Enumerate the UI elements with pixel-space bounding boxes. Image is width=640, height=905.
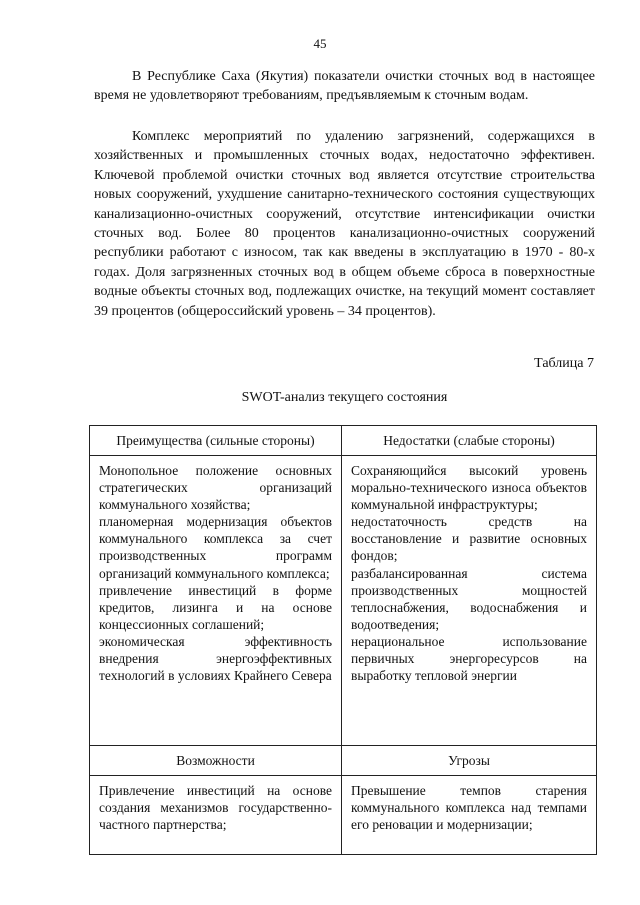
paragraph-text: В Республике Саха (Якутия) показатели очистки сточных вод в настоящее время не удовлетворяют требованиям, предъявляемым к сточным водам. xyxy=(94,69,595,104)
weakness-item: Сохраняющийся высокий уровень морально-технического износа объектов коммунальной инфраструктуры; xyxy=(351,463,587,513)
strengths-cell xyxy=(90,456,342,746)
strength-item: экономическая эффективность внедрения энергоэффективных технологий в условиях Крайнего Севера xyxy=(99,633,332,684)
weaknesses-header: Недостатки (слабые стороны) xyxy=(342,426,597,456)
strength-item: Монопольное положение основных стратегических организаций коммунального хозяйства; xyxy=(99,463,332,513)
weaknesses-cell xyxy=(342,456,597,746)
threats-header: Угрозы xyxy=(342,746,597,776)
weakness-item: недостаточность средств на восстановление и развитие основных фондов; xyxy=(351,514,587,564)
strengths-header: Преимущества (сильные стороны) xyxy=(90,426,342,456)
opportunities-cell xyxy=(90,776,342,855)
strength-item: привлечение инвестиций в форме кредитов, лизинга и на основе концессионных соглашений; xyxy=(99,582,332,632)
weakness-item: нерациональное использование первичных энергоресурсов на выработку тепловой энергии xyxy=(351,633,587,684)
strength-item: планомерная модернизация объектов коммунального комплекса за счет производственных программ организаций коммунального комплекса; xyxy=(99,514,332,581)
swot-table xyxy=(89,425,597,855)
table-label: Таблица 7 xyxy=(534,356,594,371)
threats-cell xyxy=(342,776,597,855)
weakness-item: разбалансированная система производственных мощностей теплоснабжения, водоснабжения и водоотведения; xyxy=(351,565,587,632)
threat-item: Превышение темпов старения коммунального комплекса над темпами его реновации и модернизации; xyxy=(351,783,587,833)
opportunities-header: Возможности xyxy=(90,746,342,776)
paragraph-wastewater-indicators xyxy=(94,67,595,106)
paragraph-measures xyxy=(94,127,595,321)
page-number: 45 xyxy=(313,36,327,51)
table-title: SWOT-анализ текущего состояния xyxy=(241,390,448,405)
opportunity-item: Привлечение инвестиций на основе создания механизмов государственно-частного партнерства; xyxy=(99,783,332,833)
paragraph-text: Комплекс мероприятий по удалению загрязнений, содержащихся в хозяйственных и промышленных сточных водах, недостаточно эффективен. Ключевой проблемой очистки сточных вод является отсутствие строительства новых сооружений, ухудшение санитарно-технического состояния существующих канализационно-очистных сооружений, отсутствие интенсификации очистки сточных вод. Более 80 процентов канализационно-очистных сооружений республики работают с износом, так как введены в эксплуатацию в 1970 - 80-х годах. Доля загрязненных сточных вод в общем объеме сброса в поверхностные водные объекты сточных вод, подлежащих очистке, на текущий момент составляет 39 процентов (общероссийский уровень – 34 процентов). xyxy=(94,129,595,319)
